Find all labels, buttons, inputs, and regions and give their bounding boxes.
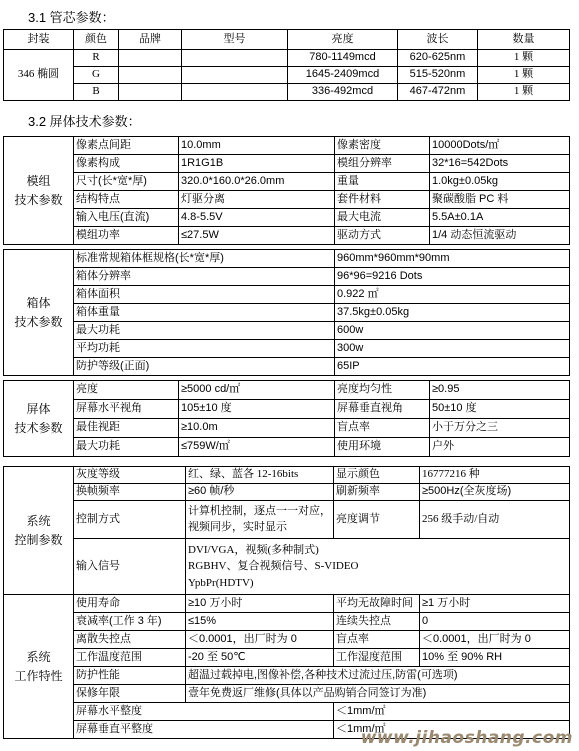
spec-label: 使用寿命	[74, 595, 186, 613]
led-header-row	[4, 30, 570, 50]
module-row	[4, 173, 570, 191]
ctrl-line: 视频同步，实时显示	[188, 520, 287, 533]
led-section-heading: 3.1 管芯参数：	[28, 10, 115, 25]
spec-value: -20 至 50℃	[186, 649, 334, 667]
cabinet-row	[4, 358, 570, 376]
quantity-cell: 1 颗	[478, 67, 570, 84]
module-row	[4, 209, 570, 227]
spec-value: 1/4 动态恒流驱动	[430, 227, 570, 245]
quantity-cell: 1 颗	[478, 50, 570, 67]
spec-value: ≤15%	[186, 613, 334, 631]
screen-section-heading: 3.2 屏体技术参数：	[28, 114, 141, 129]
brand-cell	[119, 84, 182, 101]
spec-value: ≥60 帧/秒	[186, 484, 334, 501]
spec-value: 37.5kg±0.05kg	[335, 304, 570, 322]
brand-cell	[119, 67, 182, 84]
spec-value: 300w	[335, 340, 570, 358]
header-package: 封装	[4, 30, 74, 50]
spec-value: 灯驱分离	[179, 191, 335, 209]
spec-value	[186, 501, 334, 539]
screen-row	[4, 438, 570, 457]
operation-row	[4, 595, 570, 613]
quantity-cell: 1 颗	[478, 84, 570, 101]
spec-value: 0.922 ㎡	[335, 286, 570, 304]
cabinet-row	[4, 304, 570, 322]
led-row	[4, 84, 570, 101]
input-line: RGBHV、复合视频信号、S-VIDEO	[188, 560, 359, 573]
screen-row	[4, 400, 570, 419]
header-quantity: 数量	[478, 30, 570, 50]
spec-label: 保修年限	[74, 685, 186, 703]
operation-row	[4, 649, 570, 667]
header-wavelength: 波长	[398, 30, 478, 50]
spec-value: 1R1G1B	[179, 155, 335, 173]
spec-value: 5.5A±0.1A	[430, 209, 570, 227]
spec-value: ＜1mm/㎡	[334, 703, 570, 721]
spec-value: 10.0mm	[179, 137, 335, 155]
spec-label: 箱体重量	[74, 304, 335, 322]
operation-row	[4, 613, 570, 631]
spec-value: 小于万分之三	[430, 419, 570, 438]
cabinet-row	[4, 268, 570, 286]
spec-value: 超温过载掉电,图像补偿,各种技术过流过压,防雷(可选项)	[186, 667, 570, 685]
screen-spec-table	[3, 136, 570, 457]
spec-value: 户外	[430, 438, 570, 457]
spec-value: ＜0.0001，出厂时为 0	[186, 631, 334, 649]
spec-label: 屏幕水平视角	[74, 400, 179, 419]
spec-value: ≤27.5W	[179, 227, 335, 245]
spec-value: 600w	[335, 322, 570, 340]
spec-label: 像素点间距	[74, 137, 179, 155]
spec-label: 刷新频率	[334, 484, 420, 501]
spec-label: 输入信号	[74, 539, 186, 595]
header-brightness: 亮度	[288, 30, 398, 50]
spec-value: 105±10 度	[179, 400, 335, 419]
spec-label: 屏幕垂直视角	[335, 400, 430, 419]
spec-label: 亮度均匀性	[335, 381, 430, 400]
spec-label: 盲点率	[334, 631, 420, 649]
spec-label: 最大功耗	[74, 438, 179, 457]
module-row	[4, 191, 570, 209]
input-line: YpbPr(HDTV)	[188, 576, 254, 589]
spec-label: 箱体分辨率	[74, 268, 335, 286]
header-color: 颜色	[74, 30, 119, 50]
screen-row	[4, 381, 570, 400]
wavelength-cell: 620-625nm	[398, 50, 478, 67]
spec-value: 0	[420, 613, 570, 631]
cabinet-row	[4, 340, 570, 358]
module-row	[4, 227, 570, 245]
spec-value: 256 级手动/自动	[420, 501, 570, 539]
operation-row	[4, 703, 570, 721]
spec-label: 连续失控点	[334, 613, 420, 631]
brightness-cell: 780-1149mcd	[288, 50, 398, 67]
module-row	[4, 137, 570, 155]
spec-label: 衰减率(工作 3 年)	[74, 613, 186, 631]
model-cell	[182, 50, 288, 67]
spec-label: 像素密度	[335, 137, 430, 155]
spec-label: 模组功率	[74, 227, 179, 245]
wavelength-cell: 515-520nm	[398, 67, 478, 84]
spec-label: 平均无故障时间	[334, 595, 420, 613]
spec-value: 16777216 种	[420, 467, 570, 484]
spec-label: 最佳视距	[74, 419, 179, 438]
spec-label: 尺寸(长*宽*厚)	[74, 173, 179, 191]
cabinet-row	[4, 286, 570, 304]
spec-label: 输入电压(直流)	[74, 209, 179, 227]
input-line: DVI/VGA，视频(多种制式)	[188, 543, 319, 556]
color-cell: R	[74, 50, 119, 67]
spec-label: 显示颜色	[334, 467, 420, 484]
spec-label: 防护性能	[74, 667, 186, 685]
brand-cell	[119, 50, 182, 67]
spec-value: ＜0.0001，出厂时为 0	[420, 631, 570, 649]
spec-label: 平均功耗	[74, 340, 335, 358]
spec-value: 320.0*160.0*26.0mm	[179, 173, 335, 191]
spec-label: 使用环境	[335, 438, 430, 457]
spec-label: 模组分辨率	[335, 155, 430, 173]
brightness-cell: 336-492mcd	[288, 84, 398, 101]
control-row	[4, 539, 570, 595]
cabinet-row	[4, 322, 570, 340]
spec-label: 标准常规箱体框规格(长*宽*厚)	[74, 250, 335, 268]
spec-label: 驱动方式	[335, 227, 430, 245]
model-cell	[182, 67, 288, 84]
spec-value: 96*96=9216 Dots	[335, 268, 570, 286]
spec-value: 50±10 度	[430, 400, 570, 419]
led-row	[4, 50, 570, 67]
spec-label: 亮度	[74, 381, 179, 400]
spec-label: 换帧频率	[74, 484, 186, 501]
spec-value: ≥0.95	[430, 381, 570, 400]
spec-value: 32*16=542Dots	[430, 155, 570, 173]
ctrl-line: 计算机控制，逐点一一对应，	[188, 504, 331, 517]
spec-value: 1.0kg±0.05kg	[430, 173, 570, 191]
spec-value: ≥1 万小时	[420, 595, 570, 613]
spec-label: 像素构成	[74, 155, 179, 173]
led-row	[4, 67, 570, 84]
spec-label: 最大功耗	[74, 322, 335, 340]
spec-label: 结构特点	[74, 191, 179, 209]
spec-value: 65IP	[335, 358, 570, 376]
spec-value: ≤759W/㎡	[179, 438, 335, 457]
control-row	[4, 501, 570, 539]
spec-label: 亮度调节	[334, 501, 420, 539]
header-brand: 品牌	[119, 30, 182, 50]
spec-label: 防护等级(正面)	[74, 358, 335, 376]
spec-label: 工作湿度范围	[334, 649, 420, 667]
model-cell	[182, 84, 288, 101]
screen-category: 屏体 技术参数	[4, 381, 74, 457]
spec-value: 960mm*960mm*90mm	[335, 250, 570, 268]
spec-label: 屏幕水平整度	[74, 703, 334, 721]
spec-value: ＜1mm/㎡	[334, 721, 570, 739]
spec-label: 灰度等级	[74, 467, 186, 484]
wavelength-cell: 467-472nm	[398, 84, 478, 101]
control-category: 系统 控制参数	[4, 467, 74, 595]
spec-value: ≥5000 cd/㎡	[179, 381, 335, 400]
color-cell: B	[74, 84, 119, 101]
spec-label: 离散失控点	[74, 631, 186, 649]
cabinet-row	[4, 250, 570, 268]
spec-label: 重量	[335, 173, 430, 191]
operation-category: 系统 工作特性	[4, 595, 74, 739]
color-cell: G	[74, 67, 119, 84]
spec-label: 工作温度范围	[74, 649, 186, 667]
brightness-cell: 1645-2409mcd	[288, 67, 398, 84]
cabinet-category: 箱体 技术参数	[4, 250, 74, 376]
operation-row	[4, 685, 570, 703]
module-row	[4, 155, 570, 173]
spec-value: 壹年免费返厂维修(具体以产品购销合同签订为准)	[186, 685, 570, 703]
spec-label: 套件材料	[335, 191, 430, 209]
operation-row	[4, 631, 570, 649]
spec-value: ≥10 万小时	[186, 595, 334, 613]
spec-value: 10% 至 90% RH	[420, 649, 570, 667]
control-row	[4, 467, 570, 484]
spec-label: 箱体面积	[74, 286, 335, 304]
spec-value	[186, 539, 570, 595]
screen-row	[4, 419, 570, 438]
package-cell: 346 椭圆	[4, 50, 74, 101]
watermark: www.jihaoshang.com	[360, 728, 573, 748]
spec-label: 屏幕垂直平整度	[74, 721, 334, 739]
spec-value: ≥10.0m	[179, 419, 335, 438]
module-category: 模组 技术参数	[4, 137, 74, 245]
spec-value: 红、绿、蓝各 12-16bits	[186, 467, 334, 484]
led-chip-table	[3, 29, 570, 101]
control-row	[4, 484, 570, 501]
spec-label: 控制方式	[74, 501, 186, 539]
spec-value: ≥500Hz(全灰度场)	[420, 484, 570, 501]
operation-row	[4, 667, 570, 685]
spec-value: 聚碳酸脂 PC 料	[430, 191, 570, 209]
spec-label: 盲点率	[335, 419, 430, 438]
spec-label: 最大电流	[335, 209, 430, 227]
header-model: 型号	[182, 30, 288, 50]
system-spec-table	[3, 466, 570, 739]
spec-value: 4.8-5.5V	[179, 209, 335, 227]
spec-value: 10000Dots/㎡	[430, 137, 570, 155]
